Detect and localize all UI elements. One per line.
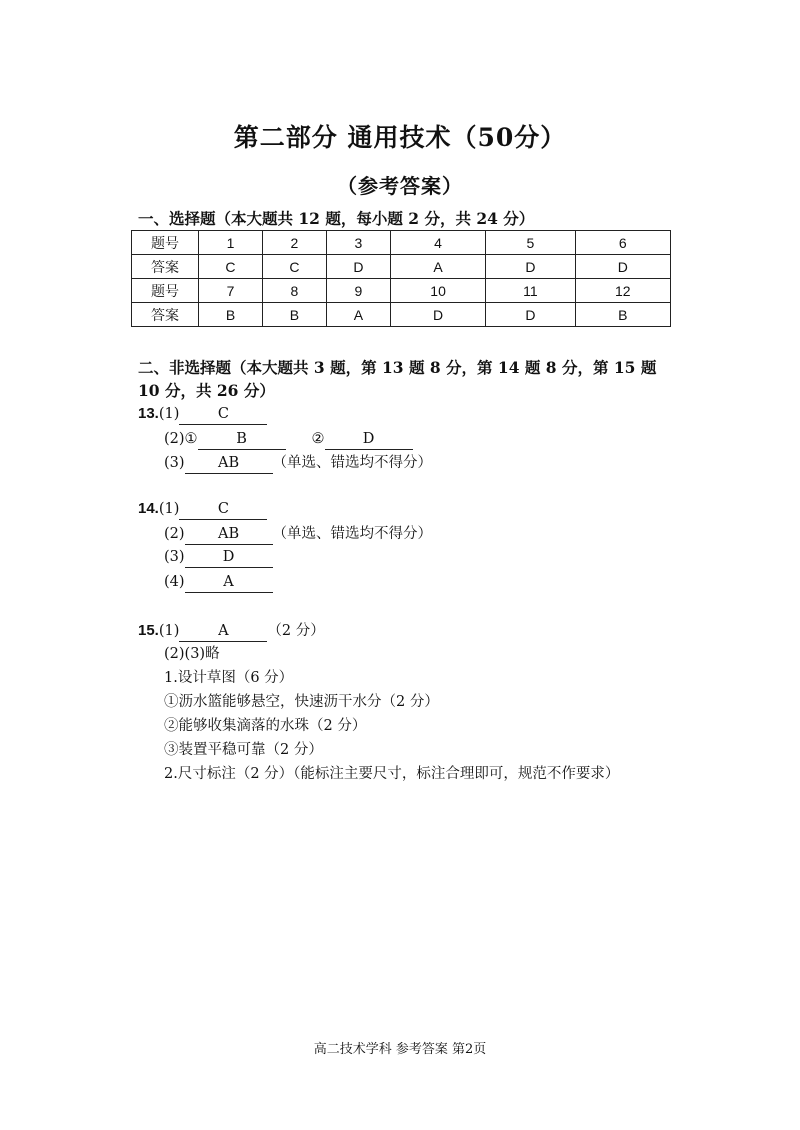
question-number: 7 <box>199 279 263 303</box>
part-label: (4) <box>164 574 185 590</box>
answer-blank: A <box>185 573 273 593</box>
answer-cell: D <box>390 303 485 327</box>
question-number: 3 <box>326 231 390 255</box>
answer-cell: A <box>326 303 390 327</box>
table-row <box>132 255 671 279</box>
question-number: 2 <box>262 231 326 255</box>
q14-number: 14. <box>138 500 159 517</box>
circled-number: ① <box>184 431 198 447</box>
q13-part2 <box>164 428 413 450</box>
question-number: 12 <box>575 279 670 303</box>
answer-blank: AB <box>185 454 273 474</box>
q14-part4 <box>164 571 273 593</box>
page-footer: 高二技术学科 参考答案 第2页 <box>313 1042 487 1057</box>
q15-item2: 2.尺寸标注（2 分）（能标注主要尺寸，标注合理即可，规范不作要求） <box>164 766 620 782</box>
answer-cell: C <box>199 255 263 279</box>
part-label: (2) <box>164 431 185 447</box>
q15-item1c: ③装置平稳可靠（2 分） <box>164 742 323 758</box>
part-label: (1) <box>158 623 180 639</box>
answer-blank: D <box>185 548 273 568</box>
answer-blank: A <box>179 622 267 642</box>
row-label: 题号 <box>132 279 199 303</box>
scoring-note: （单选、错选均不得分） <box>272 526 433 542</box>
q15-part23: (2)(3)略 <box>164 646 220 662</box>
q15-number: 15. <box>138 622 159 639</box>
page-subtitle: （参考答案） <box>337 174 463 198</box>
section1-heading: 一、选择题（本大题共 12 题，每小题 2 分，共 24 分） <box>138 209 535 228</box>
part-label: (1) <box>158 406 180 422</box>
answer-cell: D <box>486 303 575 327</box>
answer-cell: D <box>486 255 575 279</box>
part-label: (2) <box>164 526 185 542</box>
page-title: 第二部分 通用技术（50分） <box>233 123 567 152</box>
answer-cell: D <box>575 255 670 279</box>
part-label: (1) <box>158 501 180 517</box>
scoring-note: （单选、错选均不得分） <box>272 455 433 471</box>
table-row <box>132 303 671 327</box>
q15-item1b: ②能够收集滴落的水珠（2 分） <box>164 718 367 734</box>
question-number: 4 <box>390 231 485 255</box>
scoring-note: （2 分） <box>267 623 325 639</box>
q13-part3 <box>164 452 432 474</box>
q14-part1 <box>138 498 267 520</box>
part-label: (3) <box>164 549 185 565</box>
answer-cell: B <box>199 303 263 327</box>
section2-heading: 二、非选择题（本大题共 3 题，第 13 题 8 分，第 14 题 8 分，第 15 题 10 分，共 26 分） <box>138 358 657 400</box>
q15-part1 <box>138 620 325 642</box>
question-number: 5 <box>486 231 575 255</box>
row-label: 答案 <box>132 303 199 327</box>
answer-blank: D <box>325 430 413 450</box>
q14-part2 <box>164 523 432 545</box>
table-row <box>132 231 671 255</box>
question-number: 1 <box>199 231 263 255</box>
row-label: 题号 <box>132 231 199 255</box>
q13-part1 <box>138 403 267 425</box>
answer-cell: C <box>262 255 326 279</box>
answer-cell: B <box>575 303 670 327</box>
q15-item1a: ①沥水篮能够悬空，快速沥干水分（2 分） <box>164 694 439 710</box>
question-number: 8 <box>262 279 326 303</box>
row-label: 答案 <box>132 255 199 279</box>
answer-blank: C <box>179 405 267 425</box>
q13-number: 13. <box>138 405 159 422</box>
q15-item1: 1.设计草图（6 分） <box>164 670 294 686</box>
part-label: (3) <box>164 455 185 471</box>
answer-cell: D <box>326 255 390 279</box>
table-row <box>132 279 671 303</box>
question-number: 9 <box>326 279 390 303</box>
question-number: 11 <box>486 279 575 303</box>
question-number: 10 <box>390 279 485 303</box>
question-number: 6 <box>575 231 670 255</box>
answer-blank: B <box>198 430 286 450</box>
answer-blank: C <box>179 500 267 520</box>
circled-number: ② <box>311 431 325 447</box>
answer-cell: A <box>390 255 485 279</box>
answer-blank: AB <box>185 525 273 545</box>
answer-table <box>131 230 671 327</box>
answer-cell: B <box>262 303 326 327</box>
q14-part3 <box>164 546 273 568</box>
